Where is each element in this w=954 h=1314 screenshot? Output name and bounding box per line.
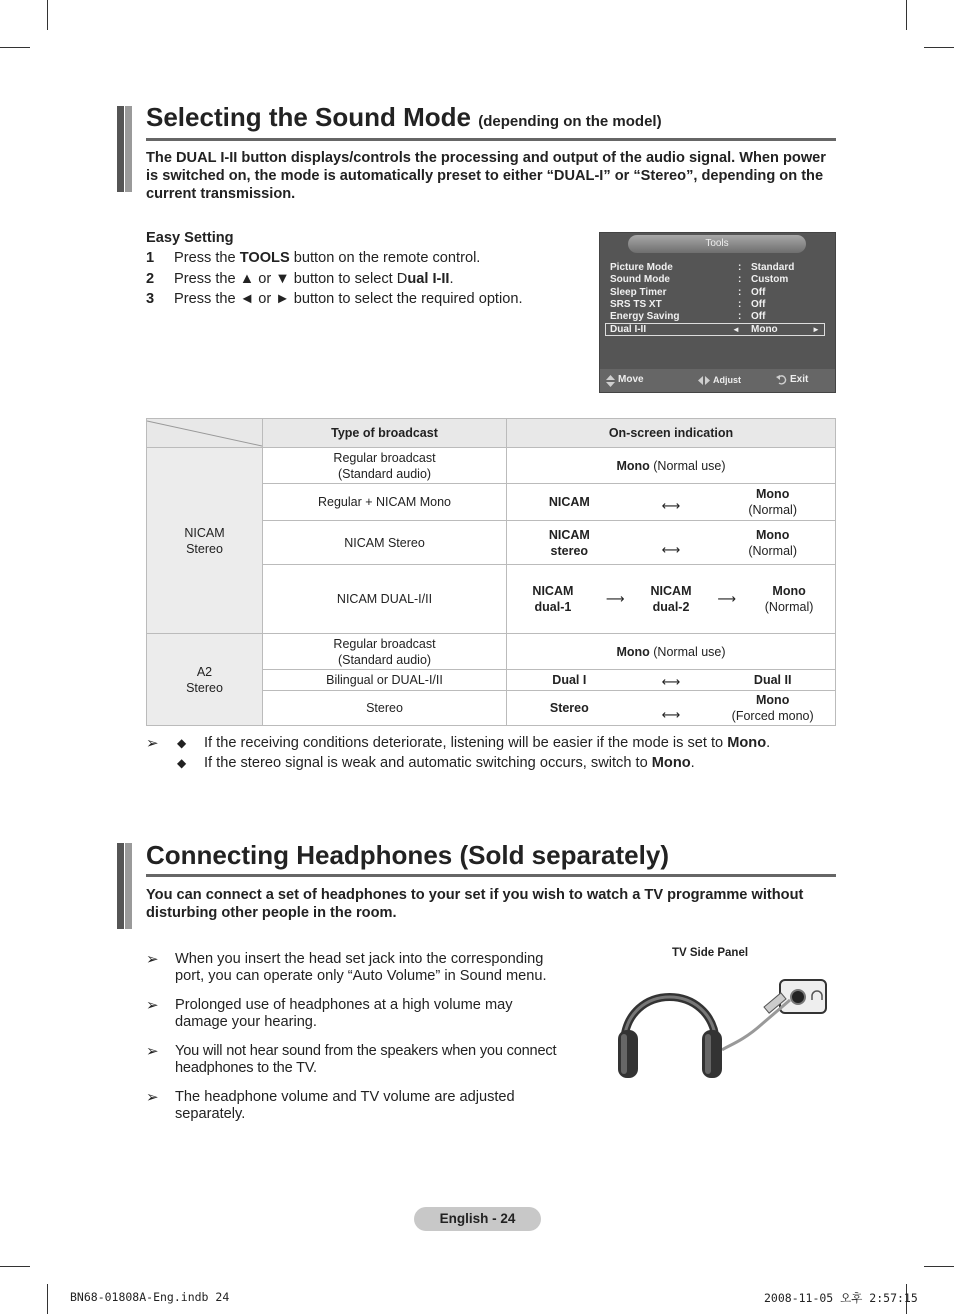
table-cell: NICAM ⟷ Mono (Normal) <box>507 484 836 521</box>
crop-mark <box>0 47 30 48</box>
table-cell: Bilingual or DUAL-I/II <box>263 670 507 691</box>
section-intro: You can connect a set of headphones to your set if you wish to watch a TV programme without disturbing other people in the room. <box>146 887 804 921</box>
table-cell: Dual I ⟷ Dual II <box>507 670 836 691</box>
crop-mark <box>906 0 907 30</box>
crop-mark <box>47 1284 48 1314</box>
swap-arrow-icon: ⟷ <box>661 674 681 689</box>
group-a2: A2 Stereo <box>147 634 263 726</box>
menu-item: Sleep Timer : Off <box>610 287 766 298</box>
crop-mark <box>47 0 48 30</box>
next-arrow-icon: ⟶ <box>605 591 625 606</box>
broadcast-table <box>146 418 836 726</box>
group-nicam: NICAM Stereo <box>147 448 263 634</box>
note-arrow-icon: ➢ <box>146 951 159 968</box>
header-indication: On-screen indication <box>507 419 836 448</box>
note-arrow-icon: ➢ <box>146 1089 159 1106</box>
headphones-illustration <box>612 972 834 1084</box>
table-cell: NICAM Stereo <box>263 521 507 565</box>
diamond-bullet-icon: ◆ <box>177 736 187 750</box>
tools-menu-footer: Move Adjust Exit <box>600 369 835 392</box>
step-item: 2 Press the ▲ or ▼ button to select Dual I-II. <box>146 270 454 287</box>
tv-side-panel-label: TV Side Panel <box>672 947 749 959</box>
menu-item: Picture Mode : Standard <box>610 262 795 273</box>
table-cell: Mono (Normal use) <box>507 634 836 670</box>
menu-item: Sound Mode : Custom <box>610 274 789 285</box>
swap-arrow-icon: ⟷ <box>661 498 681 514</box>
steps-list <box>146 248 586 310</box>
cable <box>722 1000 790 1050</box>
headphone-jack-icon <box>791 990 805 1004</box>
step-item: 3 Press the ◄ or ► button to select the required option. <box>146 291 523 307</box>
crop-mark <box>924 47 954 48</box>
next-arrow-icon: ⟶ <box>717 591 737 606</box>
section-title-sound-mode: Selecting the Sound Mode (depending on the model) <box>146 102 662 132</box>
swap-arrow-icon: ⟷ <box>661 707 681 723</box>
note-arrow-icon: ➢ <box>146 1043 159 1060</box>
table-cell: NICAM stereo ⟷ Mono (Normal) <box>507 521 836 565</box>
adjust-icon <box>698 376 710 385</box>
footer-file: BN68-01808A-Eng.indb 24 <box>70 1290 230 1304</box>
easy-setting-label: Easy Setting <box>146 230 234 246</box>
title-rule <box>146 874 836 877</box>
footer-date: 2008-11-05 오후 2:57:15 <box>764 1291 918 1305</box>
table-cell: Regular + NICAM Mono <box>263 484 507 521</box>
table-cell: Stereo <box>263 691 507 726</box>
corner-diagonal <box>147 419 262 447</box>
note-arrow-icon: ➢ <box>146 735 159 752</box>
table-corner <box>147 419 263 448</box>
table-cell: NICAM dual-1 ⟶ NICAM dual-2 ⟶ Mono (Normal) <box>507 565 836 634</box>
section-marker <box>117 106 124 192</box>
section-title-headphones: Connecting Headphones (Sold separately) <box>146 840 669 870</box>
diamond-bullet-icon: ◆ <box>177 756 187 770</box>
tools-menu-title: Tools <box>628 235 806 253</box>
crop-mark <box>924 1266 954 1267</box>
note-item: ➢ Prolonged use of headphones at a high volume may damage your hearing. <box>146 997 513 1030</box>
section-marker <box>125 843 132 929</box>
menu-item-selected: Dual I-II ◄ Mono ► <box>605 323 825 336</box>
menu-item: SRS TS XT : Off <box>610 299 766 310</box>
section-marker <box>117 843 124 929</box>
note-item: ➢ You will not hear sound from the speakers when you connect headphones to the TV. <box>146 1043 557 1076</box>
page-number: English - 24 <box>414 1207 541 1231</box>
tools-menu-screen <box>599 232 836 393</box>
note-item: ➢ When you insert the head set jack into the corresponding port, you can operate only “Auto Volume” in Sound menu. <box>146 951 547 984</box>
table-cell: Regular broadcast (Standard audio) <box>263 634 507 670</box>
step-item: 1 Press the TOOLS button on the remote control. <box>146 250 481 266</box>
note-item: ➢ The headphone volume and TV volume are adjusted separately. <box>146 1089 515 1122</box>
table-cell: Regular broadcast (Standard audio) <box>263 448 507 484</box>
headband <box>624 997 716 1042</box>
title-rule <box>146 138 836 141</box>
note-arrow-icon: ➢ <box>146 997 159 1014</box>
menu-item: Energy Saving : Off <box>610 311 766 322</box>
section-marker <box>125 106 132 192</box>
table-cell: Mono (Normal use) <box>507 448 836 484</box>
swap-arrow-icon: ⟷ <box>661 542 681 558</box>
table-cell: Stereo ⟷ Mono (Forced mono) <box>507 691 836 726</box>
table-cell: NICAM DUAL-I/II <box>263 565 507 634</box>
header-type: Type of broadcast <box>263 419 507 448</box>
return-icon <box>776 374 787 385</box>
title-suffix: (depending on the model) <box>478 113 662 130</box>
move-icon <box>606 375 615 387</box>
section-intro: The DUAL I-II button displays/controls the processing and output of the audio signal. When power is switched on, the mode is automatically preset to either “DUAL-I” or “Stereo”, depending on the current transmission. <box>146 150 826 202</box>
crop-mark <box>0 1266 30 1267</box>
right-arrow-icon: ► <box>812 325 820 334</box>
left-arrow-icon: ◄ <box>732 325 740 334</box>
